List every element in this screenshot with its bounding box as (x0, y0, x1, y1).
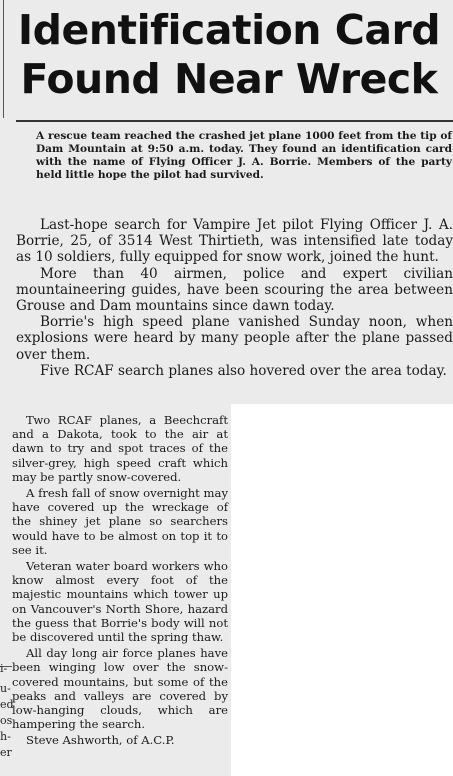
adjacent-column-fragment: h- (0, 730, 11, 743)
headline-line-1: Identification Card (17, 6, 441, 54)
column-paragraph-3: Veteran water board workers who know almost every foot of the majestic mountains which tower up on Vancouver's North Shore, hazard the guess that Borrie's body will not be discovered until the spring thaw. (12, 559, 228, 645)
headline-line-2: Found Near Wreck (20, 55, 438, 103)
column-paragraph-2: A fresh fall of snow overnight may have covered up the wreckage of the shiney jet plane so searchers would have to be almost on top it to see it. (12, 486, 228, 557)
wide-paragraph-1: Last-hope search for Vampire Jet pilot Flying Officer J. A. Borrie, 25, of 3514 West Thirtieth, was intensified late today as 10 soldiers, fully equipped for snow work, joined the hunt. (16, 217, 453, 266)
headline (14, 6, 444, 104)
column-paragraph-5: Steve Ashworth, of A.C.P. (26, 733, 175, 748)
wide-body (16, 217, 453, 379)
wide-paragraph-4: Five RCAF search planes also hovered over the area today. (40, 362, 447, 379)
column-paragraph-1: Two RCAF planes, a Beechcraft and a Dakota, took to the air at dawn to try and spot traces of the silver-grey, high speed craft which may be partly snow-covered. (12, 413, 228, 484)
left-column-rule (3, 0, 4, 118)
summary-paragraph: A rescue team reached the crashed jet plane 1000 feet from the tip of Dam Mountain at 9:50 a.m. today. They found an identification card with the name of Flying Officer J. A. Borrie. Members of the party held little hope the pilot had survived. (36, 130, 452, 181)
adjacent-column-fragment: u- (0, 682, 11, 695)
adjacent-column-fragment: i- (0, 662, 8, 675)
column-body (12, 413, 228, 747)
adjacent-column-fragment: er (0, 746, 12, 759)
wide-paragraph-2: More than 40 airmen, police and expert civilian mountaineering guides, have been scouring the area between Grouse and Dam mountains since dawn today. (16, 265, 453, 315)
wide-paragraph-3: Borrie's high speed plane vanished Sunday noon, when explosions were heard by many people after the plane passed over them. (16, 314, 453, 363)
adjacent-column-fragment: os (0, 714, 13, 727)
column-paragraph-4: All day long air force planes have been winging low over the snow-covered mountains, but some of the peaks and valleys are covered by low-hanging clouds, which are hampering the search. (12, 646, 228, 732)
headline-rule (16, 120, 453, 122)
adjacent-column-fragment: ed (0, 698, 14, 711)
